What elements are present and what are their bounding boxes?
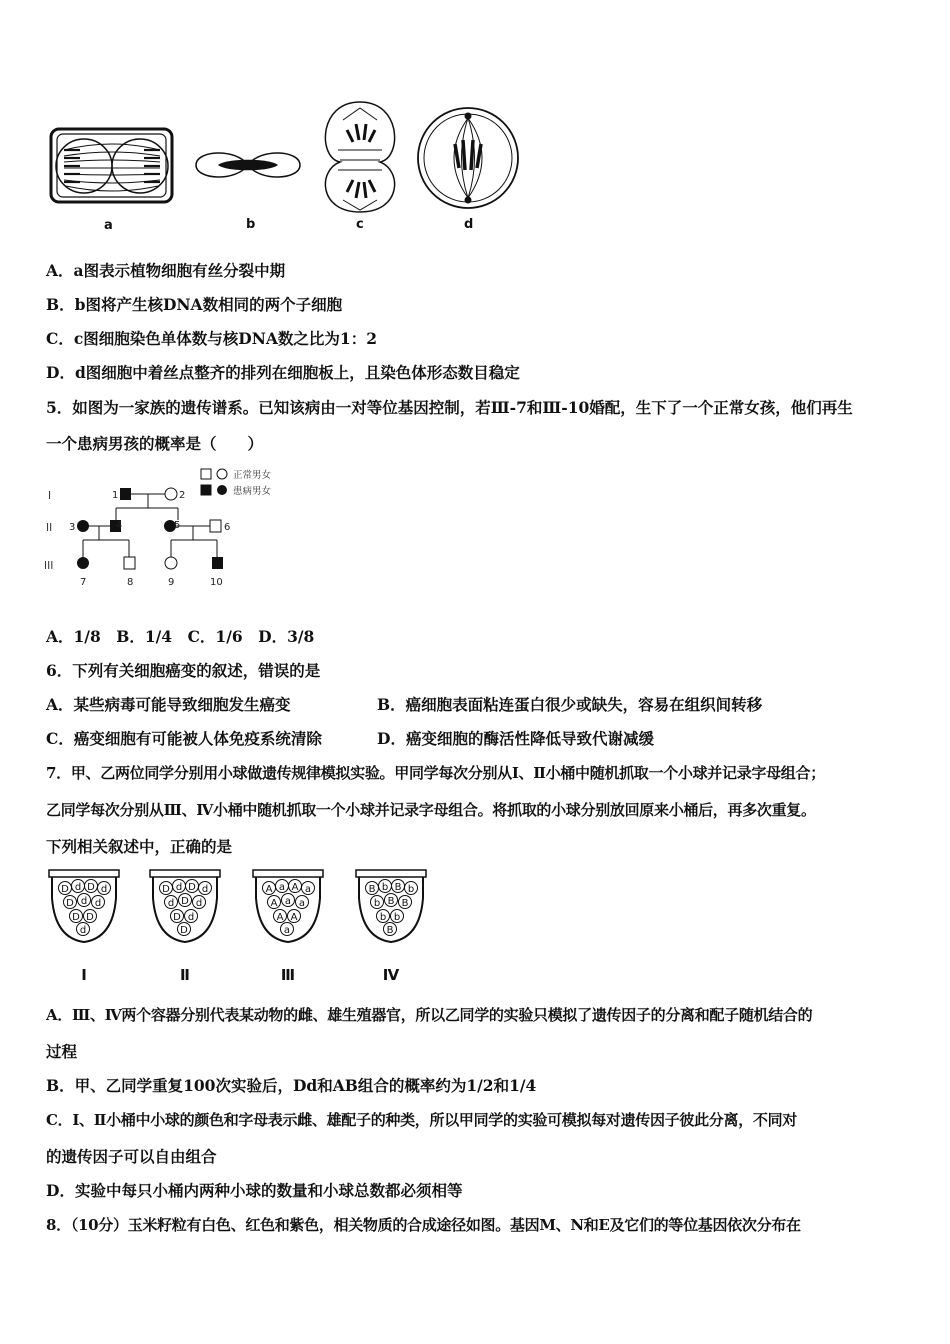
ball-letter: d <box>94 898 102 909</box>
cell-label-d: d <box>464 217 474 232</box>
ball-letter: b <box>373 898 381 909</box>
number-5: 5 <box>174 520 181 531</box>
individual-2 <box>165 488 177 500</box>
q4-option-c: C．c图细胞染色单体数与核DNA数之比为1：2 <box>46 329 377 348</box>
number-3: 3 <box>69 522 76 533</box>
ball-letter: D <box>66 898 74 909</box>
ball-letter: D <box>188 882 196 893</box>
ball-letter: b <box>407 884 415 895</box>
ball-letter: B <box>394 882 402 893</box>
ball-letter: b <box>393 912 401 923</box>
ball-letter: D <box>61 884 69 895</box>
number-2: 2 <box>179 490 186 501</box>
number-4: 4 <box>116 520 123 531</box>
number-8: 8 <box>127 577 134 588</box>
ball-letter: d <box>187 912 195 923</box>
bucket-label: Ⅰ <box>81 966 87 984</box>
number-7: 7 <box>80 577 87 588</box>
ball-letter: D <box>173 912 181 923</box>
cell-label-c: c <box>356 217 364 232</box>
generation-label-2: II <box>46 522 53 534</box>
q7-stem-line2: 乙同学每次分别从Ⅲ、Ⅳ小桶中随机抓取一个小球并记录字母组合。将抓取的小球分别放回原来小桶后，再多次重复。 <box>46 801 816 819</box>
legend-affected: 患病男女 <box>233 486 272 497</box>
ball-letter: A <box>270 898 278 909</box>
bucket-4 <box>356 870 426 984</box>
cell-b <box>196 153 300 177</box>
bucket-label: Ⅲ <box>280 966 296 984</box>
pedigree-chart <box>40 462 340 602</box>
individual-1 <box>120 488 131 500</box>
ball-letter: a <box>284 896 292 907</box>
bucket-label: Ⅱ <box>180 966 190 984</box>
ball-letter: D <box>72 912 80 923</box>
q7-option-d: D．实验中每只小桶内两种小球的数量和小球总数都必须相等 <box>46 1181 463 1200</box>
ball-letter: b <box>379 912 387 923</box>
cell-c <box>325 102 394 212</box>
ball-letter: d <box>175 882 183 893</box>
q7-option-b: B．甲、乙同学重复100次实验后，Dd和AB组合的概率约为1/2和1/4 <box>46 1076 537 1095</box>
bucket-3 <box>253 870 323 984</box>
ball-letter: D <box>181 896 189 907</box>
cell-label-a: a <box>104 218 113 233</box>
q4-option-b: B．b图将产生核DNA数相同的两个子细胞 <box>46 295 343 314</box>
ball-letter: B <box>368 884 376 895</box>
ball-letter: A <box>276 912 284 923</box>
individual-3 <box>77 520 89 532</box>
ball-letter: a <box>298 898 306 909</box>
ball-letter: d <box>195 898 203 909</box>
individual-9 <box>165 557 177 569</box>
ball-letter: B <box>401 898 409 909</box>
ball-letter: d <box>167 898 175 909</box>
bucket-1 <box>49 870 119 984</box>
ball-letter: A <box>291 882 299 893</box>
individual-7 <box>77 557 89 569</box>
q6-option-a: A．某些病毒可能导致细胞发生癌变 <box>46 695 291 714</box>
cell-d <box>418 108 518 208</box>
legend-normal: 正常男女 <box>233 470 272 481</box>
q6-option-c: C．癌变细胞有可能被人体免疫系统清除 <box>46 729 322 748</box>
number-1: 1 <box>112 490 119 501</box>
ball-letter: d <box>74 882 82 893</box>
q6-stem: 6．下列有关细胞癌变的叙述，错误的是 <box>46 661 321 680</box>
ball-letter: b <box>381 882 389 893</box>
q8-stem-line1: 8．（10分）玉米籽粒有白色、红色和紫色，相关物质的合成途径如图。基因M、N和E及它们的等位基因依次分布在 <box>46 1216 801 1234</box>
buckets-figure <box>40 864 460 994</box>
q4-option-d: D．d图细胞中着丝点整齐的排列在细胞板上，且染色体形态数目稳定 <box>46 363 520 382</box>
individual-10 <box>212 557 223 569</box>
q7-stem-line3: 下列相关叙述中，正确的是 <box>46 837 233 856</box>
cell-division-figure <box>0 0 950 240</box>
q7-stem-line1: 7．甲、乙两位同学分别用小球做遗传规律模拟实验。甲同学每次分别从Ⅰ、Ⅱ小桶中随机抓取一个小球并记录字母组合； <box>46 764 825 782</box>
number-9: 9 <box>168 577 175 588</box>
ball-letter: d <box>80 896 88 907</box>
ball-letter: B <box>386 925 394 936</box>
ball-letter: d <box>100 884 108 895</box>
number-6: 6 <box>224 522 231 533</box>
q7-option-a-line2: 过程 <box>46 1042 78 1061</box>
ball-letter: D <box>87 882 95 893</box>
generation-label-1: I <box>48 490 52 502</box>
cell-a <box>51 129 172 202</box>
ball-letter: d <box>79 925 87 936</box>
ball-letter: a <box>283 925 291 936</box>
q5-stem-line1: 5．如图为一家族的遗传谱系。已知该病由一对等位基因控制，若Ⅲ-7和Ⅲ-10婚配，生下了一个正常女孩，他们再生 <box>46 398 853 417</box>
q6-option-d: D．癌变细胞的酶活性降低导致代谢减缓 <box>377 729 654 748</box>
q4-option-a: A．a图表示植物细胞有丝分裂中期 <box>46 261 286 280</box>
ball-letter: D <box>180 925 188 936</box>
bucket-2 <box>150 870 220 984</box>
individual-6 <box>210 520 221 532</box>
ball-letter: D <box>162 884 170 895</box>
ball-letter: A <box>265 884 273 895</box>
q7-option-c-line2: 的遗传因子可以自由组合 <box>46 1147 217 1166</box>
ball-letter: a <box>304 884 312 895</box>
number-10: 10 <box>210 577 223 588</box>
individual-8 <box>124 557 135 569</box>
cell-label-b: b <box>246 217 256 232</box>
q7-option-a-line1: A．Ⅲ、Ⅳ两个容器分别代表某动物的雌、雄生殖器官，所以乙同学的实验只模拟了遗传因子的分离和配子随机结合的 <box>46 1006 813 1024</box>
q5-stem-line2: 一个患病男孩的概率是（ ） <box>46 434 264 453</box>
ball-letter: B <box>387 896 395 907</box>
bucket-label: Ⅳ <box>382 966 400 984</box>
generation-label-3: III <box>44 560 54 572</box>
ball-letter: A <box>290 912 298 923</box>
q7-option-c-line1: C．Ⅰ、Ⅱ小桶中小球的颜色和字母表示雌、雄配子的种类，所以甲同学的实验可模拟每对遗传因子彼此分离，不同对 <box>46 1111 798 1129</box>
ball-letter: a <box>278 882 286 893</box>
ball-letter: d <box>201 884 209 895</box>
ball-letter: D <box>86 912 94 923</box>
q5-options: A．1/8 B．1/4 C．1/6 D．3/8 <box>46 627 315 646</box>
q6-option-b: B．癌细胞表面粘连蛋白很少或缺失，容易在组织间转移 <box>377 695 763 714</box>
